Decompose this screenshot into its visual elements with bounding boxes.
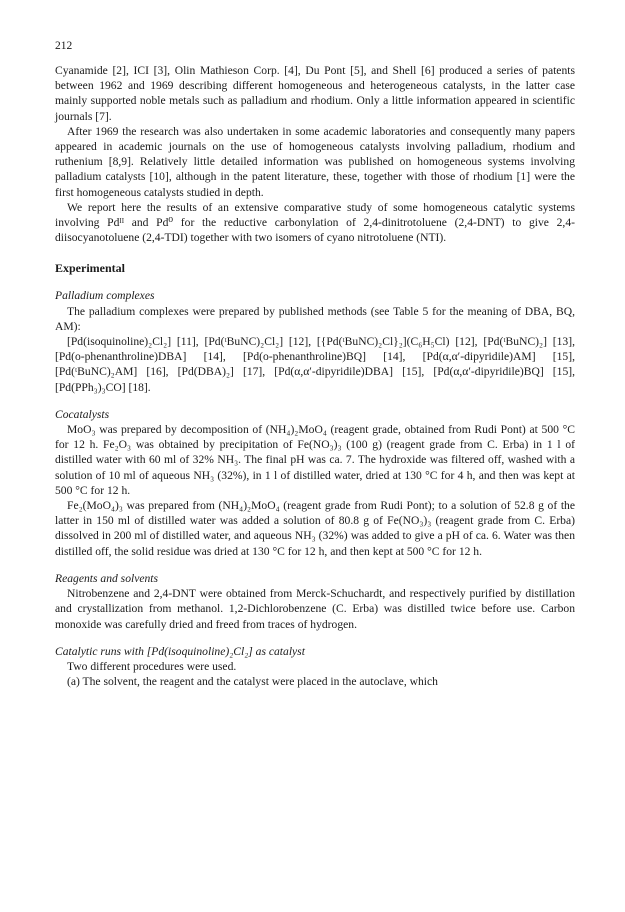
intro-paragraph-1: Cyanamide [2], ICI [3], Olin Mathieson Corp. [4], Du Pont [5], and Shell [6] produced a series of patents between 1962 and 1969 describing different homogeneous and heterogeneous catalysts, in the latter case mainly supported noble metals such as palladium and rhodium. Only a little information appeared in scientific journals [7].: [55, 64, 575, 123]
palladium-complex-list: [Pd(isoquinoline)₂Cl₂] [11], [Pd(ᵗBuNC)₂Cl₂] [12], [{Pd(ᵗBuNC)₂Cl}₂](C₆H₅Cl) [12], [Pd(ᵗBuNC)₂] [13], [Pd(o-phenanthroline)DBA] [14], [Pd(o-phenanthroline)BQ] [14], [Pd(α,α′-dipyridile)AM] [15], [Pd(ᵗBuNC)₂AM] [16], [Pd(DBA)₂] [17], [Pd(α,α′-dipyridile)DBA] [15], [Pd(α,α′-dipyridile)BQ] [15], [Pd(PPh₃)₃CO] [18].: [55, 335, 575, 394]
page: [55, 40, 575, 689]
catalytic-paragraph-2: (a) The solvent, the reagent and the catalyst were placed in the autoclave, which: [67, 675, 438, 689]
subsection-title-cocatalysts: Cocatalysts: [55, 407, 110, 421]
palladium-paragraph-1: The palladium complexes were prepared by published methods (see Table 5 for the meaning of DBA, BQ, AM):: [55, 304, 575, 333]
intro-paragraph-3: We report here the results of an extensive comparative study of some homogeneous catalytic systems involving Pdᴵᴵ and Pd⁰ for the reductive carbonylation of 2,4-dinitrotoluene (2,4-DNT) to give 2,4-diisocyanotoluene (2,4-TDI) together with two isomers of cyano nitrotoluene (NTI).: [55, 200, 575, 245]
subsection-title-catalytic-runs: Catalytic runs with [Pd(isoquinoline)₂Cl₂] as catalyst: [55, 644, 305, 658]
cocatalysts-paragraph-2: Fe₂(MoO₄)₃ was prepared from (NH₄)₂MoO₄ (reagent grade from Rudi Pont); to a solution of 52.8 g of the latter in 150 ml of distilled water was added a solution of 80.8 g of Fe(NO₃)₃ (reagent grade from C. Erba) dissolved in 200 ml of distilled water, and aqueous NH₃ (32%) was added to give a pH of ca. 6. Water was then distilled off, the solid residue was dried at 130 °C for 12 h, and then kept at 500 °C for 12 h.: [55, 499, 575, 558]
cocatalysts-paragraph-1: MoO₃ was prepared by decomposition of (NH₄)₂MoO₄ (reagent grade, obtained from Rudi Pont) at 500 °C for 12 h. Fe₂O₃ was obtained by precipitation of Fe(NO₃)₃ (100 g) (reagent grade from C. Erba) in 1 l of distilled water with 60 ml of 32% NH₃. The final pH was ca. 7. The hydroxide was filtered off, washed with a solution of 10 ml of aqueous NH₃ (32%), in 1 l of distilled water, dried at 130 °C for 4 h, and then was kept at 500 °C for 12 h.: [55, 423, 575, 497]
section-heading-experimental: Experimental: [55, 261, 125, 276]
intro-paragraph-2: After 1969 the research was also undertaken in some academic laboratories and consequently many papers appeared in academic journals on the use of homogeneous catalysts involving palladium, rhodium and ruthenium [8,9]. Relatively little detailed information was published on homogeneous systems involving palladium catalysts [10], although in the patent literature, these, together with those of rhodium [1] were the first homogeneous catalysts studied in depth.: [55, 124, 575, 199]
page-number: 212: [55, 40, 73, 52]
subsection-title-palladium: Palladium complexes: [55, 289, 155, 303]
subsection-title-reagents: Reagents and solvents: [55, 571, 159, 585]
catalytic-paragraph-1: Two different procedures were used.: [67, 659, 237, 673]
reagents-paragraph-1: Nitrobenzene and 2,4-DNT were obtained from Merck-Schuchardt, and respectively purified by distillation and crystallization from methanol. 1,2-Dichlorobenzene (C. Erba) was distilled twice before use. Carbon monoxide was carefully dried and freed from traces of hydrogen.: [55, 587, 575, 631]
